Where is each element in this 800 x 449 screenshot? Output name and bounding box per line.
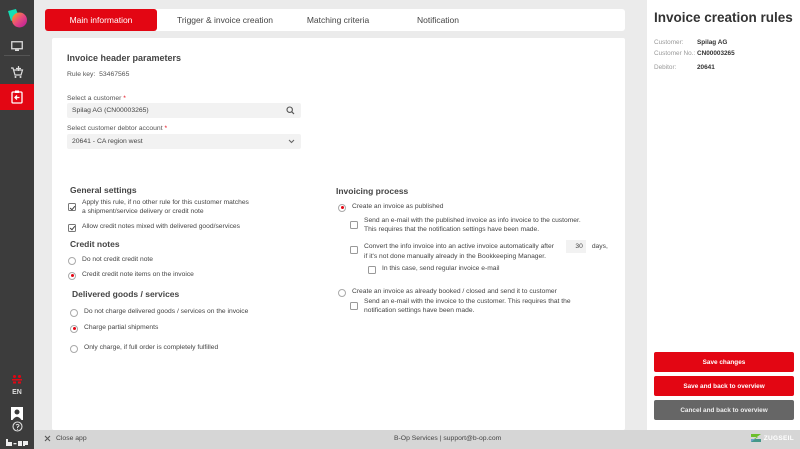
bop-logo-icon [6,439,28,446]
goods-option-full[interactable]: Only charge, if full order is completely fulfilled [70,344,218,353]
chevron-down-icon [288,139,295,144]
invoice-header-title: Invoice header parameters [67,53,182,63]
info-debitor: Debitor: 20641 [654,64,715,71]
cancel-and-back-button[interactable]: Cancel and back to overview [654,400,794,420]
monitor-icon [11,41,23,52]
goods-option-none[interactable]: Do not charge delivered goods / services on the invoice [70,308,248,317]
close-icon [44,435,51,442]
brand-logo: ZUGSEIL [751,434,794,442]
right-panel [647,0,800,430]
rule-key [67,71,129,78]
bop-logo [0,436,34,448]
panel-title: Invoice creation rules [654,10,793,25]
debtor-value: 20641 - CA region west [72,138,143,145]
close-app-button[interactable]: Close app [44,435,87,442]
clipboard-arrow-icon [11,90,23,104]
search-icon[interactable] [286,106,295,115]
support-info: B-Op Services | support@b-op.com [394,435,502,442]
customer-value: Spilag AG (CN00003265) [72,107,149,114]
regular-email-option[interactable]: In this case, send regular invoice e-mail [368,265,499,274]
create-published-option[interactable]: Create an invoice as published [338,203,443,212]
customer-select-input[interactable] [67,103,301,118]
credit-notes-title: Credit notes [70,239,120,249]
regular-email-checkbox[interactable] [368,266,376,274]
app-logo-icon[interactable] [6,7,28,29]
info-customer-no: Customer No.: CN00003265 [654,50,735,57]
create-booked-option[interactable]: Create an invoice as already booked / closed and send it to customer [338,288,557,297]
tab-main-information[interactable]: Main information [45,9,157,31]
tab-trigger-invoice-creation[interactable]: Trigger & invoice creation [176,15,274,25]
allow-credit-notes-option[interactable]: Allow credit notes mixed with delivered good/services [68,223,240,232]
debtor-label: Select customer debtor account * [67,125,168,132]
credit-option-none-radio[interactable] [68,257,76,265]
create-published-radio[interactable] [338,204,346,212]
tab-matching-criteria[interactable]: Matching criteria [306,15,370,25]
info-customer: Customer: Spilag AG [654,39,728,46]
sidebar-item-cart[interactable] [0,59,34,85]
convert-invoice-checkbox[interactable] [350,246,358,254]
rule-key-value: 53467565 [99,71,130,78]
credit-option-on-invoice-radio[interactable] [68,272,76,280]
main-panel [52,38,625,430]
tab-bar [45,9,625,31]
days-input[interactable]: 30 [566,240,586,253]
rule-key-label: Rule key: [67,71,96,78]
invoicing-process-title: Invoicing process [336,186,409,196]
booked-send-email-checkbox[interactable] [350,302,358,310]
cart-add-icon [10,65,24,79]
apply-rule-option[interactable]: Apply this rule, if no other rule for this customer matches a shipment/service delivery or credit note [68,199,249,216]
published-send-email-checkbox[interactable] [350,221,358,229]
app-sidebar [0,0,34,449]
customer-label: Select a customer * [67,95,126,102]
sidebar-divider [4,55,30,56]
debtor-account-select[interactable] [67,134,301,149]
published-send-email-option[interactable]: Send an e-mail with the published invoice as info invoice to the customer. This requires that the notification settings have been made. [350,217,581,234]
tab-notification[interactable]: Notification [416,15,460,25]
save-and-back-button[interactable]: Save and back to overview [654,376,794,396]
sidebar-item-help[interactable] [0,416,34,436]
apply-rule-checkbox[interactable] [68,203,76,211]
general-settings-title: General settings [70,185,137,195]
booked-send-email-option[interactable]: Send an e-mail with the invoice to the customer. This requires that the notification settings have been made. [350,298,571,315]
users-icon [11,374,23,384]
zugseil-logo-icon [751,434,761,442]
sidebar-item-invoice-rules[interactable] [0,84,34,110]
credit-option-none[interactable]: Do not credit credit note [68,256,153,265]
goods-option-full-radio[interactable] [70,345,78,353]
goods-option-partial[interactable]: Charge partial shipments [70,324,158,333]
credit-option-on-invoice[interactable]: Credit credit note items on the invoice [68,271,194,280]
convert-invoice-option[interactable]: Convert the info invoice into an active invoice automatically after 30 days, if it's not done manually already in the Bookkeeping Manager. [350,240,608,262]
language-switch[interactable]: EN [12,389,22,396]
goods-option-none-radio[interactable] [70,309,78,317]
footer-bar [34,430,800,449]
goods-option-partial-radio[interactable] [70,325,78,333]
create-booked-radio[interactable] [338,289,346,297]
allow-credit-notes-checkbox[interactable] [68,224,76,232]
help-icon [12,421,23,432]
save-changes-button[interactable]: Save changes [654,352,794,372]
delivered-goods-title: Delivered goods / services [72,289,180,299]
